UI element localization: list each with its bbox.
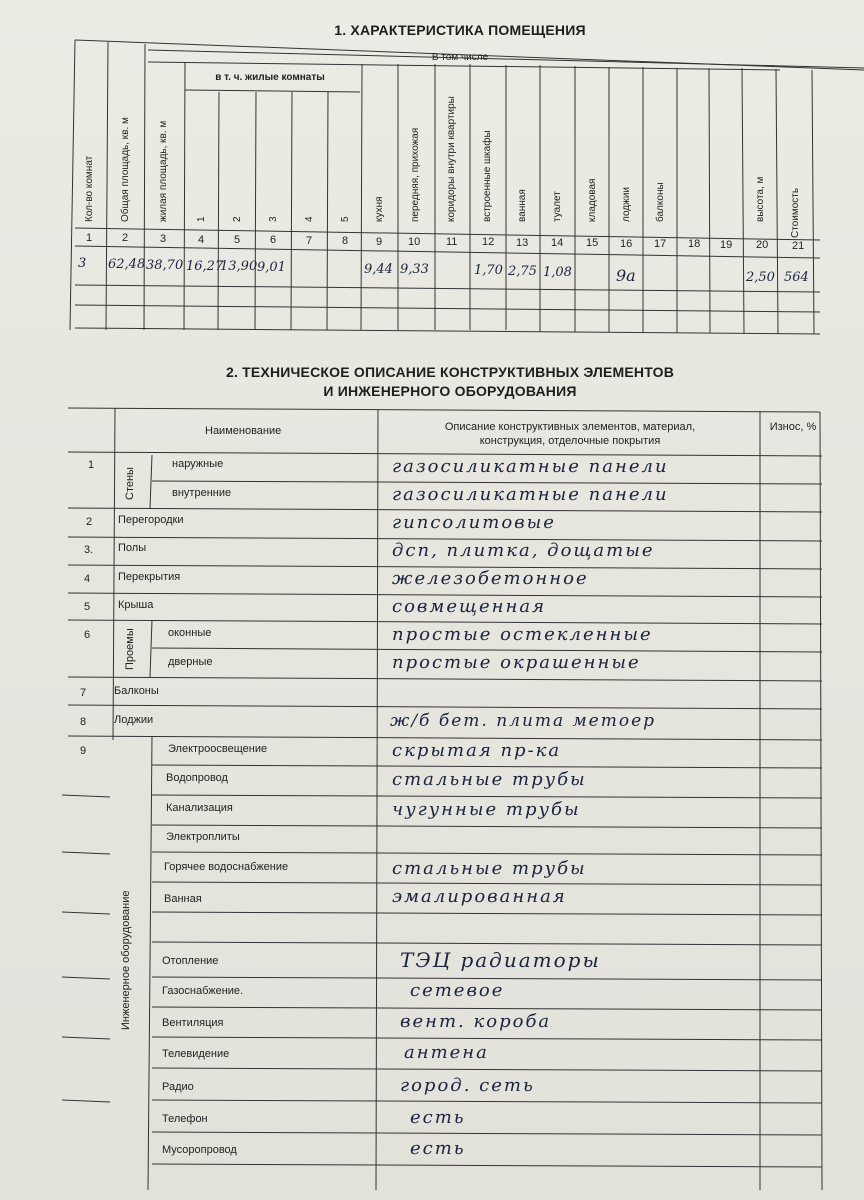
- col-number-5: 5: [234, 234, 241, 246]
- col-number-4: 4: [198, 234, 205, 246]
- cell-total-area: 62,48: [108, 257, 146, 272]
- col-header-cost: Стоимость: [790, 187, 801, 238]
- value-television: антена: [404, 1042, 489, 1063]
- col-number-21: 21: [792, 240, 805, 252]
- value-water-supply: стальные трубы: [392, 769, 587, 790]
- value-heating: ТЭЦ радиаторы: [400, 948, 601, 972]
- col-header-room-4: 4: [304, 216, 315, 222]
- col-header-toilet: туалет: [552, 191, 563, 222]
- row-label-balconies: Балконы: [114, 685, 159, 697]
- group-openings-label: Проемы: [124, 628, 136, 670]
- col-number-9: 9: [376, 236, 383, 248]
- col-number-1: 1: [86, 232, 93, 244]
- col-number-13: 13: [516, 237, 529, 249]
- value-gas-supply: сетевое: [410, 980, 505, 1001]
- value-roof: совмещенная: [392, 596, 547, 617]
- value-partitions: гипсолитовые: [392, 512, 556, 533]
- col-header-wear: Износ, %: [769, 421, 817, 433]
- section1-group-header: В том числе: [431, 52, 489, 63]
- value-walls-outer: газосиликатные панели: [392, 456, 669, 477]
- col-number-8: 8: [342, 235, 349, 247]
- value-radio: город. сеть: [400, 1075, 535, 1096]
- col-number-19: 19: [720, 239, 733, 251]
- cell-loggias: 9а: [616, 266, 636, 285]
- value-electric-lighting: скрытая пр-ка: [392, 740, 562, 761]
- cell-toilet: 1,08: [543, 265, 572, 280]
- col-number-20: 20: [756, 239, 769, 251]
- col-number-17: 17: [654, 238, 667, 250]
- col-header-loggias: лоджии: [621, 187, 632, 222]
- col-number-2: 2: [122, 232, 129, 244]
- cell-bathroom: 2,75: [508, 264, 537, 279]
- col-number-16: 16: [620, 238, 633, 250]
- row-label-heating: Отопление: [162, 955, 219, 967]
- section1-living-group: в т. ч. жилые комнаты: [215, 72, 325, 83]
- value-ceilings: железобетонное: [392, 568, 589, 589]
- value-doors: простые окрашенные: [392, 652, 641, 673]
- row-label-garbage-chute: Мусоропровод: [162, 1144, 237, 1156]
- section1-title: 1. ХАРАКТЕРИСТИКА ПОМЕЩЕНИЯ: [334, 22, 586, 38]
- col-number-12: 12: [482, 236, 495, 248]
- row-number-4: 4: [84, 573, 91, 585]
- row-number-1: 1: [88, 459, 95, 471]
- row-label-radio: Радио: [162, 1081, 194, 1093]
- col-header-height: высота, м: [755, 176, 766, 222]
- col-header-rooms: Кол-во комнат: [84, 155, 95, 222]
- cell-room-1: 16,27: [186, 259, 224, 274]
- cell-kitchen: 9,44: [364, 262, 393, 277]
- cell-room-3: 9,01: [257, 260, 286, 275]
- row-number-9: 9: [80, 745, 87, 757]
- row-label-walls-inner: внутренние: [172, 487, 232, 499]
- value-telephone: есть: [410, 1107, 466, 1128]
- row-label-floors: Полы: [118, 542, 147, 554]
- row-label-ceilings: Перекрытия: [118, 571, 181, 583]
- cell-closets: 1,70: [474, 263, 503, 278]
- row-number-2: 2: [86, 516, 93, 528]
- value-loggias: ж/б бет. плита метоер: [390, 711, 657, 731]
- row-label-gas-supply: Газоснабжение.: [162, 985, 244, 997]
- group-walls-label: Стены: [124, 467, 136, 500]
- row-number-5: 5: [84, 601, 91, 613]
- row-label-television: Телевидение: [162, 1048, 230, 1060]
- row-number-8: 8: [80, 716, 87, 728]
- col-number-3: 3: [160, 233, 167, 245]
- col-header-balconies: балконы: [655, 182, 666, 222]
- cell-room-2: 13,90: [220, 259, 258, 274]
- row-label-bath: Ванная: [164, 893, 202, 905]
- group-engineering-label: Инженерное оборудование: [120, 890, 132, 1030]
- col-header-corridors: коридоры внутри квартиры: [446, 96, 457, 222]
- row-label-electric-stoves: Электроплиты: [166, 831, 240, 843]
- value-windows: простые остекленные: [392, 624, 653, 645]
- cell-hallway: 9,33: [400, 262, 429, 277]
- row-label-sewerage: Канализация: [166, 802, 233, 814]
- col-header-closets: встроенные шкафы: [482, 130, 493, 222]
- value-bath: эмалированная: [392, 886, 567, 907]
- col-header-room-2: 2: [232, 216, 243, 222]
- col-number-18: 18: [688, 238, 701, 250]
- row-number-7: 7: [80, 687, 87, 699]
- row-label-walls-outer: наружные: [172, 458, 224, 470]
- cell-height: 2,50: [746, 270, 775, 285]
- col-number-10: 10: [408, 236, 421, 248]
- value-floors: дсп, плитка, дощатые: [392, 540, 655, 561]
- col-header-living-area: жилая площадь, кв. м: [158, 120, 169, 222]
- row-label-roof: Крыша: [118, 599, 154, 611]
- col-header-room-3: 3: [268, 216, 279, 222]
- col-header-room-5: 5: [340, 216, 351, 222]
- value-garbage-chute: есть: [410, 1138, 466, 1159]
- row-label-partitions: Перегородки: [118, 514, 184, 526]
- col-header-description: Описание конструктивных элементов, материал, конструкция, отделочные покрытия: [444, 421, 696, 447]
- col-header-hallway: передняя, прихожая: [410, 127, 421, 222]
- col-number-6: 6: [270, 234, 277, 246]
- section2-title-line2: И ИНЖЕНЕРНОГО ОБОРУДОВАНИЯ: [323, 383, 577, 399]
- row-label-electric-lighting: Электроосвещение: [168, 743, 268, 755]
- col-header-room-1: 1: [196, 216, 207, 222]
- col-header-kitchen: кухня: [374, 196, 385, 222]
- value-sewerage: чугунные трубы: [392, 799, 581, 820]
- col-number-7: 7: [306, 235, 313, 247]
- row-label-water-supply: Водопровод: [166, 772, 228, 784]
- col-header-storage: кладовая: [587, 178, 598, 222]
- row-label-loggias: Лоджии: [114, 714, 154, 726]
- cell-rooms: 3: [78, 256, 87, 271]
- row-label-telephone: Телефон: [162, 1113, 208, 1125]
- row-label-windows: оконные: [168, 627, 212, 639]
- col-header-bathroom: ванная: [517, 189, 528, 222]
- col-header-name: Наименование: [205, 425, 282, 437]
- col-number-15: 15: [586, 237, 599, 249]
- col-number-11: 11: [446, 236, 458, 248]
- row-label-hot-water: Горячее водоснабжение: [164, 861, 289, 873]
- row-label-ventilation: Вентиляция: [162, 1017, 224, 1029]
- col-header-total-area: Общая площадь, кв. м: [120, 117, 131, 222]
- cell-living-area: 38,70: [146, 258, 184, 273]
- section2-title-line1: 2. ТЕХНИЧЕСКОЕ ОПИСАНИЕ КОНСТРУКТИВНЫХ ЭЛЕМЕНТОВ: [225, 364, 675, 380]
- row-number-3: 3.: [84, 544, 94, 556]
- col-number-14: 14: [551, 237, 564, 249]
- row-label-doors: дверные: [168, 656, 213, 668]
- value-hot-water: стальные трубы: [392, 858, 587, 879]
- cell-cost: 564: [784, 270, 809, 285]
- row-number-6: 6: [84, 629, 91, 641]
- value-ventilation: вент. короба: [400, 1011, 552, 1032]
- value-walls-inner: газосиликатные панели: [392, 484, 669, 505]
